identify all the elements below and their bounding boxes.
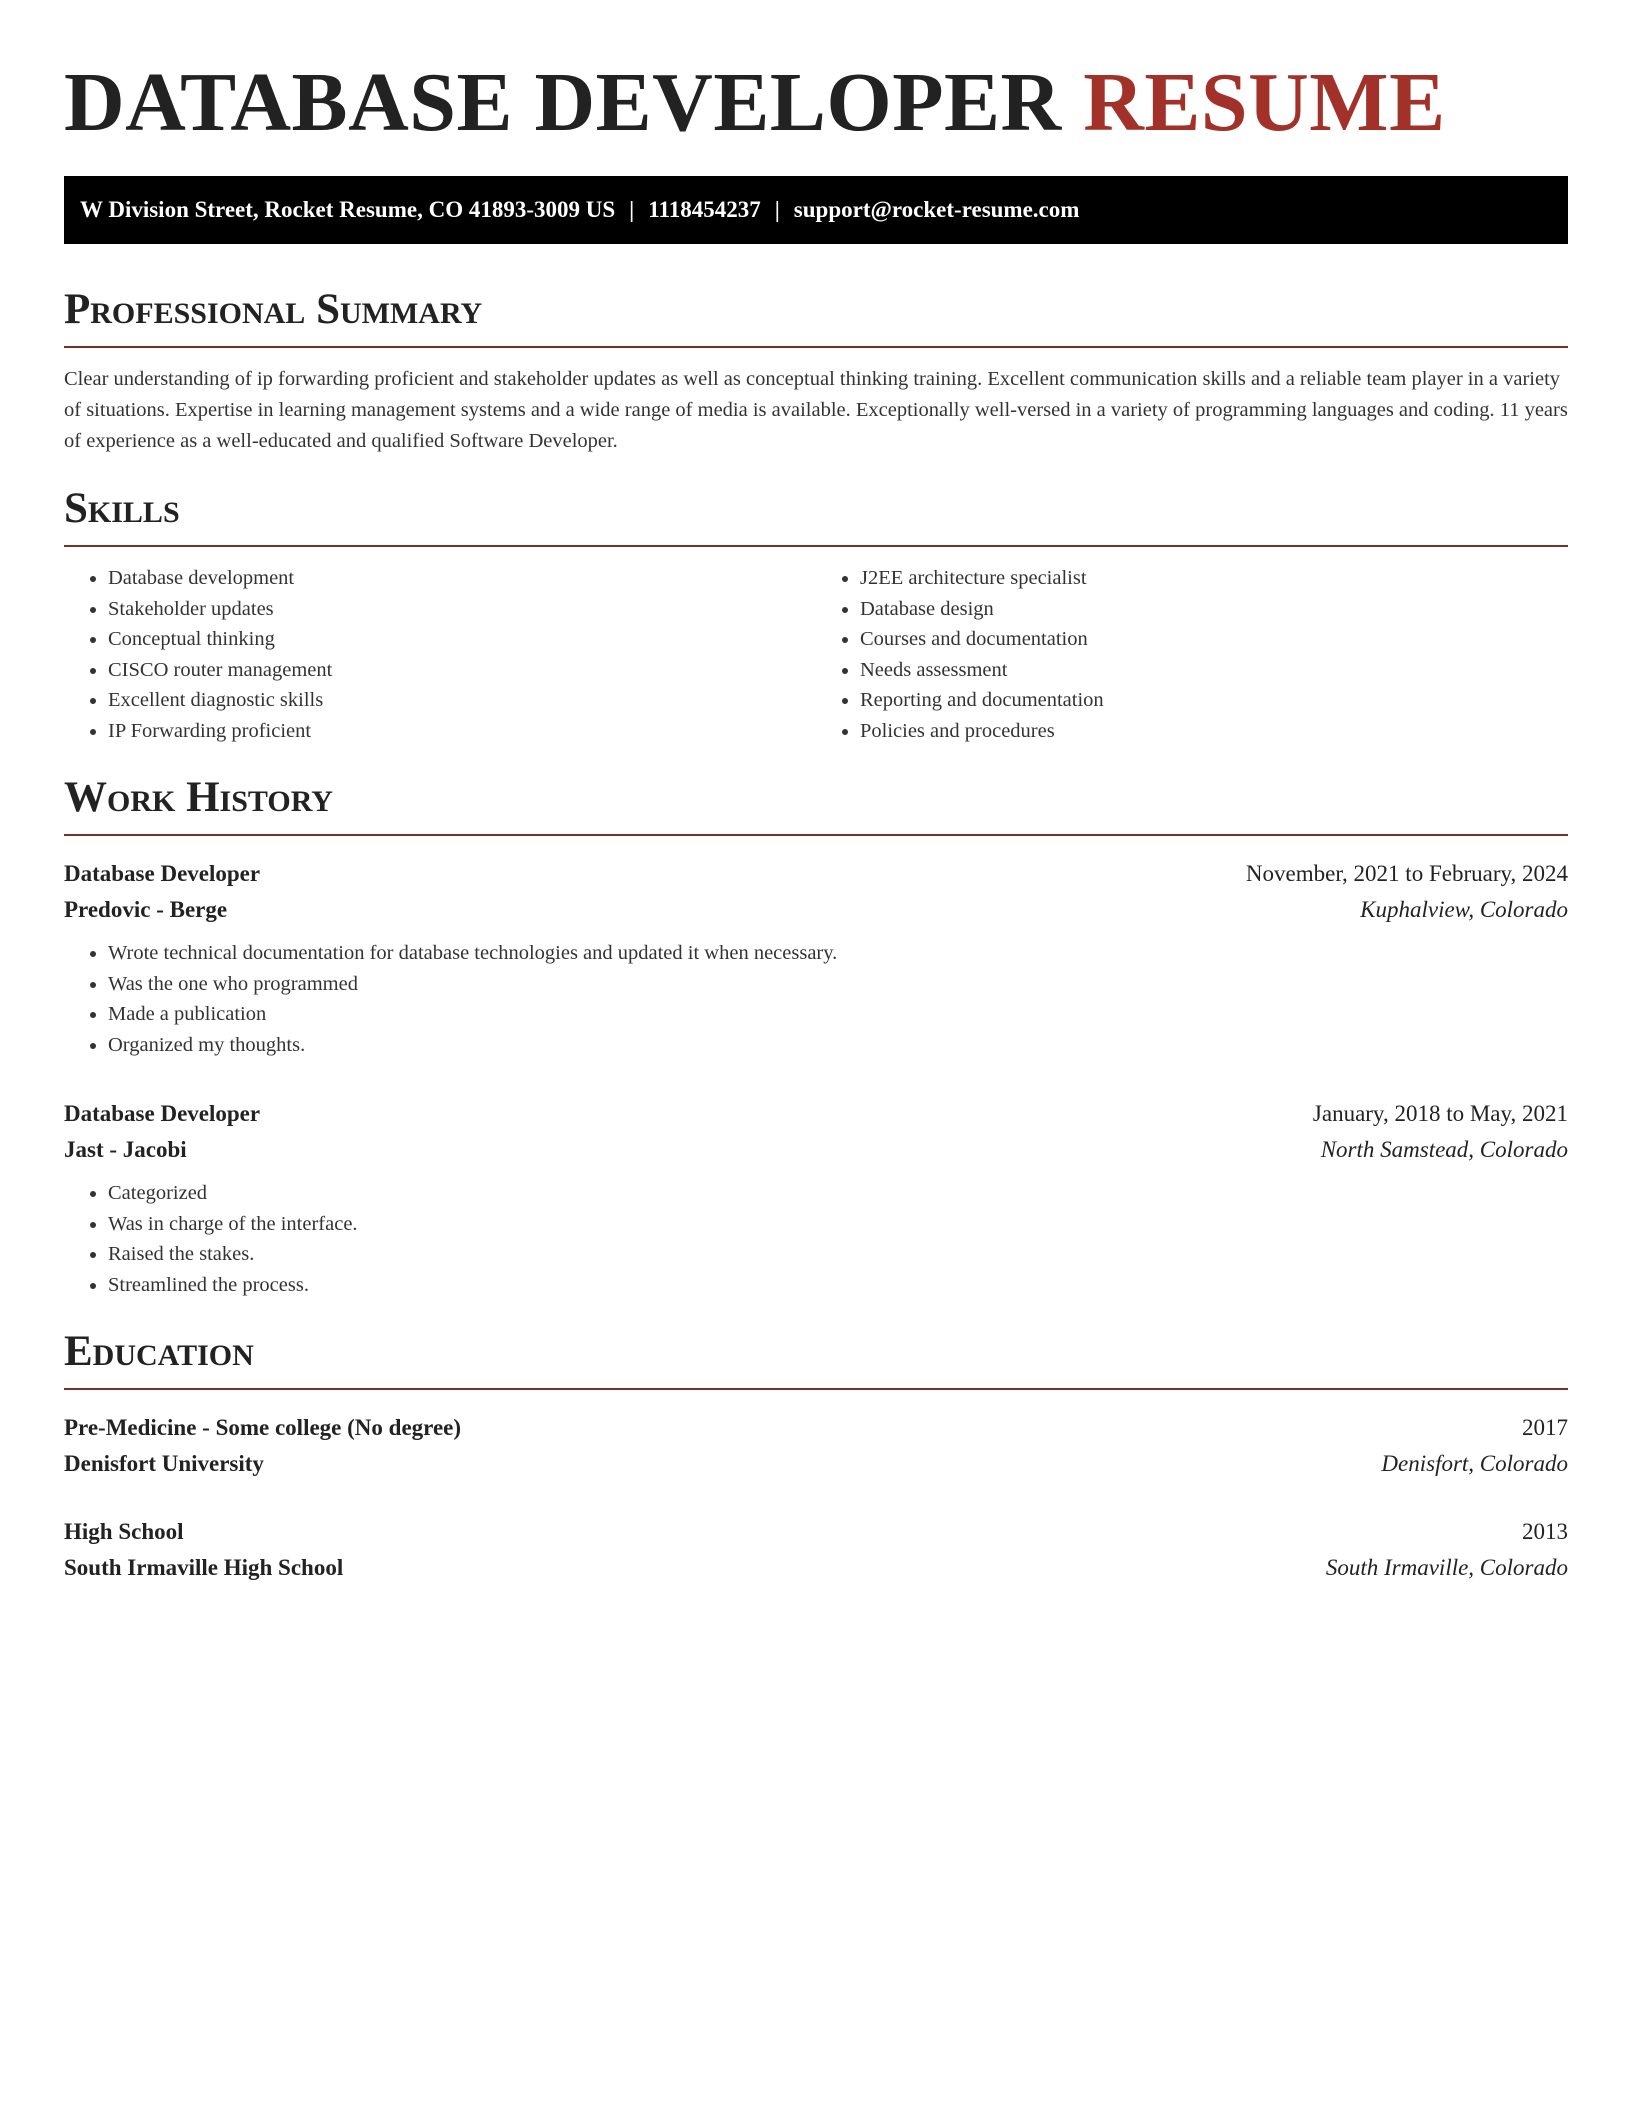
job-company: Predovic - Berge bbox=[64, 897, 228, 922]
education-year: 2013 bbox=[1522, 1519, 1568, 1544]
job-title: Database Developer bbox=[64, 1101, 261, 1126]
education-degree: High School bbox=[64, 1519, 184, 1544]
skill-item: • Stakeholder updates bbox=[108, 594, 816, 625]
job-company: Jast - Jacobi bbox=[64, 1137, 187, 1162]
job-bullets bbox=[64, 1178, 1568, 1300]
education-degree-row bbox=[64, 1410, 1568, 1446]
work-section bbox=[64, 776, 1568, 1300]
skill-item: • Policies and procedures bbox=[860, 716, 1568, 747]
job-location: North Samstead, Colorado bbox=[1320, 1137, 1568, 1162]
job-bullets bbox=[64, 938, 1568, 1060]
job-bullet: • Streamlined the process. bbox=[108, 1270, 1568, 1301]
skill-item: • Needs assessment bbox=[860, 655, 1568, 686]
contact-separator: | bbox=[629, 197, 635, 222]
job-title: Database Developer bbox=[64, 861, 261, 886]
job-bullet: • Was the one who programmed bbox=[108, 969, 1568, 1000]
job-company-row bbox=[64, 892, 1568, 928]
contact-phone: 1118454237 bbox=[648, 197, 761, 222]
education-year: 2017 bbox=[1522, 1415, 1568, 1440]
job-dates: January, 2018 to May, 2021 bbox=[1312, 1101, 1568, 1126]
job-bullet: • Organized my thoughts. bbox=[108, 1030, 1568, 1061]
skills-columns bbox=[64, 563, 1568, 746]
skills-section bbox=[64, 487, 1568, 746]
education-school-row bbox=[64, 1446, 1568, 1482]
skills-list-left bbox=[64, 563, 816, 746]
job-title-row bbox=[64, 1096, 1568, 1132]
skill-item: • Excellent diagnostic skills bbox=[108, 685, 816, 716]
work-heading: Work History bbox=[64, 776, 1568, 836]
education-degree: Pre-Medicine - Some college (No degree) bbox=[64, 1415, 462, 1440]
job-company-row bbox=[64, 1132, 1568, 1168]
skills-list-right bbox=[816, 563, 1568, 746]
job-bullet: • Raised the stakes. bbox=[108, 1239, 1568, 1270]
skill-item: • CISCO router management bbox=[108, 655, 816, 686]
education-heading: Education bbox=[64, 1330, 1568, 1390]
education-entry bbox=[64, 1410, 1568, 1482]
education-school-row bbox=[64, 1550, 1568, 1586]
skills-heading: Skills bbox=[64, 487, 1568, 547]
job-title-row bbox=[64, 856, 1568, 892]
education-location: South Irmaville, Colorado bbox=[1325, 1555, 1568, 1580]
contact-bar bbox=[64, 176, 1568, 244]
skill-item: • Database design bbox=[860, 594, 1568, 625]
skill-item: • J2EE architecture specialist bbox=[860, 563, 1568, 594]
education-entry bbox=[64, 1514, 1568, 1586]
contact-separator: | bbox=[774, 197, 780, 222]
skill-item: • Reporting and documentation bbox=[860, 685, 1568, 716]
education-section bbox=[64, 1330, 1568, 1586]
job-entry bbox=[64, 856, 1568, 1060]
skill-item: • Courses and documentation bbox=[860, 624, 1568, 655]
contact-email: support@rocket-resume.com bbox=[793, 197, 1080, 222]
skill-item: • IP Forwarding proficient bbox=[108, 716, 816, 747]
job-entry bbox=[64, 1096, 1568, 1300]
job-bullet: • Made a publication bbox=[108, 999, 1568, 1030]
education-degree-row bbox=[64, 1514, 1568, 1550]
skill-item: • Database development bbox=[108, 563, 816, 594]
education-school: Denisfort University bbox=[64, 1451, 264, 1476]
education-school: South Irmaville High School bbox=[64, 1555, 344, 1580]
job-bullet: • Categorized bbox=[108, 1178, 1568, 1209]
education-location: Denisfort, Colorado bbox=[1381, 1451, 1568, 1476]
job-location: Kuphalview, Colorado bbox=[1360, 897, 1568, 922]
summary-heading: Professional Summary bbox=[64, 288, 1568, 348]
skill-item: • Conceptual thinking bbox=[108, 624, 816, 655]
job-bullet: • Was in charge of the interface. bbox=[108, 1209, 1568, 1240]
title-main: DATABASE DEVELOPER bbox=[64, 56, 1084, 149]
title-accent: RESUME bbox=[1083, 56, 1446, 149]
summary-section bbox=[64, 288, 1568, 457]
page-title bbox=[64, 58, 1568, 148]
job-dates: November, 2021 to February, 2024 bbox=[1245, 861, 1568, 886]
job-bullet: • Wrote technical documentation for database technologies and updated it when necessary. bbox=[108, 938, 1568, 969]
summary-text: Clear understanding of ip forwarding proficient and stakeholder updates as well as conceptual thinking training. Excellent communication skills and a reliable team player in a variety of situations. Expertise in learning management systems and a wide range of media is available. Exceptionally well-versed in a variety of programming languages and coding. 11 years of experience as a well-educated and qualified Software Developer. bbox=[64, 368, 1568, 452]
contact-address: W Division Street, Rocket Resume, CO 41893-3009 US bbox=[80, 197, 616, 222]
